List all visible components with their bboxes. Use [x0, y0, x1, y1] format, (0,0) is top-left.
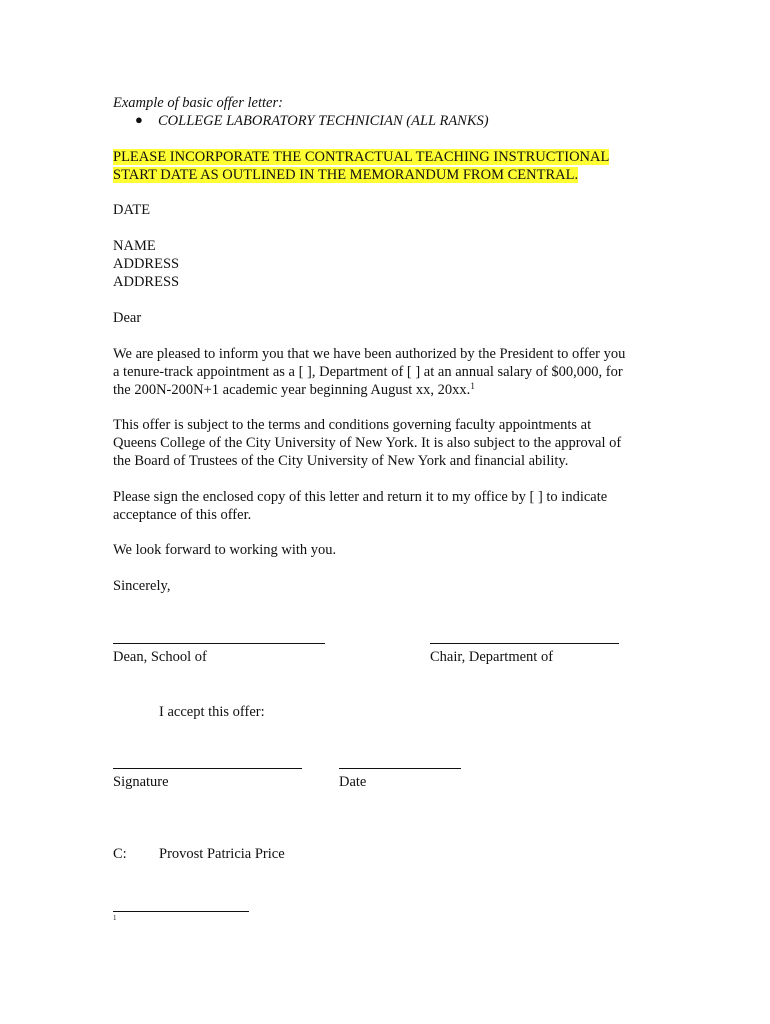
paragraph-2-line-1: This offer is subject to the terms and conditions governing faculty appointments at — [113, 417, 592, 433]
notice-highlight-2: START DATE AS OUTLINED IN THE MEMORANDUM FROM CENTRAL. — [113, 167, 579, 183]
date-placeholder: DATE — [113, 202, 151, 218]
recipient-address-2: ADDRESS — [113, 274, 180, 290]
cc-name: Provost Patricia Price — [159, 846, 285, 862]
notice-line-1 — [113, 148, 609, 166]
candidate-signature-line — [113, 768, 302, 769]
footnote-reference: 1 — [470, 381, 475, 391]
dean-signature-line — [113, 643, 325, 644]
bullet-item: COLLEGE LABORATORY TECHNICIAN (ALL RANKS) — [158, 113, 489, 129]
footnote-number: 1 — [113, 914, 117, 922]
accept-text: I accept this offer: — [159, 704, 265, 720]
paragraph-1-line-3 — [113, 381, 475, 399]
recipient-address-1: ADDRESS — [113, 256, 180, 272]
chair-label: Chair, Department of — [430, 649, 554, 665]
example-label: Example of basic offer letter: — [113, 95, 283, 111]
date-label: Date — [339, 774, 367, 790]
notice-line-2 — [113, 166, 578, 184]
candidate-date-line — [339, 768, 461, 769]
closing: Sincerely, — [113, 578, 171, 594]
paragraph-1-line-3-text: the 200N-200N+1 academic year beginning August xx, 20xx. — [113, 382, 471, 398]
cc-label: C: — [113, 846, 127, 862]
bullet-icon: ● — [135, 112, 143, 127]
paragraph-3-line-1: Please sign the enclosed copy of this letter and return it to my office by [ ] to indicate — [113, 489, 608, 505]
salutation: Dear — [113, 310, 142, 326]
footnote-separator — [113, 911, 249, 912]
signature-label: Signature — [113, 774, 169, 790]
paragraph-2-line-3: the Board of Trustees of the City University of New York and financial ability. — [113, 453, 569, 469]
paragraph-1-line-2: a tenure-track appointment as a [ ], Department of [ ] at an annual salary of $00,000, for — [113, 364, 623, 380]
paragraph-4: We look forward to working with you. — [113, 542, 337, 558]
chair-signature-line — [430, 643, 619, 644]
notice-highlight-1: PLEASE INCORPORATE THE CONTRACTUAL TEACHING INSTRUCTIONAL — [113, 149, 610, 165]
recipient-name: NAME — [113, 238, 156, 254]
dean-label: Dean, School of — [113, 649, 207, 665]
paragraph-1-line-1: We are pleased to inform you that we have been authorized by the President to offer you — [113, 346, 626, 362]
paragraph-3-line-2: acceptance of this offer. — [113, 507, 252, 523]
paragraph-2-line-2: Queens College of the City University of New York. It is also subject to the approval of — [113, 435, 622, 451]
